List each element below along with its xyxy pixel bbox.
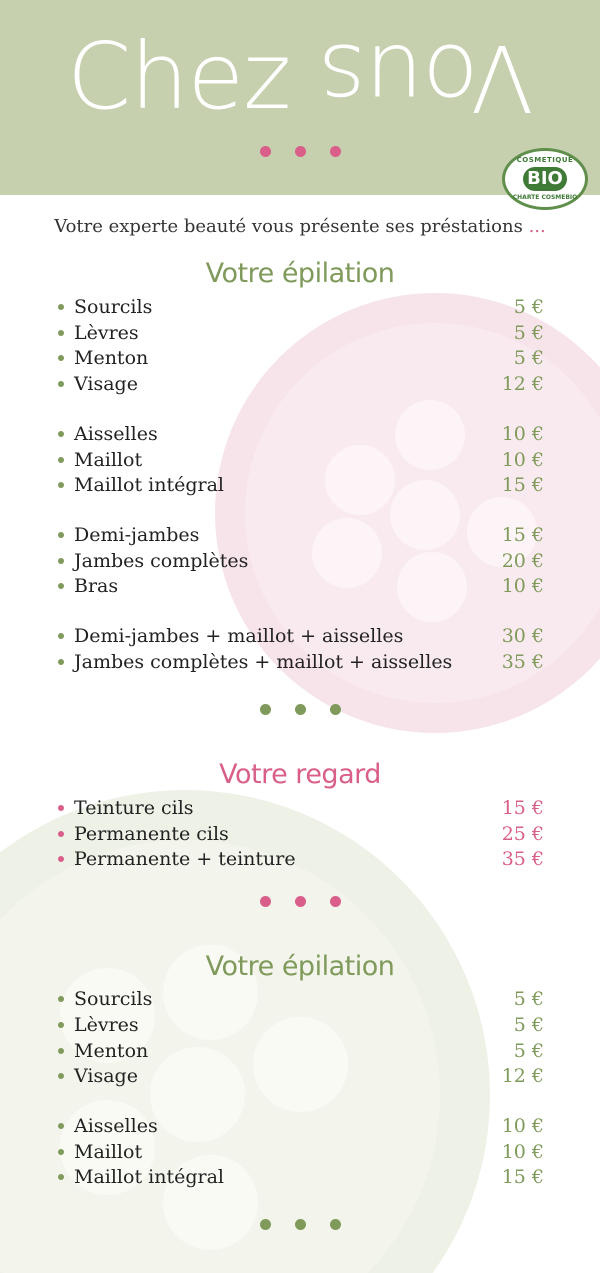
service-price: 15 € bbox=[501, 797, 544, 819]
service-price: 10 € bbox=[501, 1115, 544, 1137]
service-label: Bras bbox=[74, 575, 119, 597]
price-row bbox=[58, 573, 544, 599]
service-price: 35 € bbox=[501, 848, 544, 870]
dot-icon bbox=[295, 146, 306, 157]
price-row bbox=[58, 447, 544, 473]
cosmebio-badge bbox=[502, 148, 588, 210]
service-price: 35 € bbox=[501, 651, 544, 673]
intro-line bbox=[0, 216, 600, 237]
service-label: Teinture cils bbox=[74, 797, 194, 819]
price-row bbox=[58, 548, 544, 574]
service-price: 5 € bbox=[513, 1040, 544, 1062]
service-label: Maillot bbox=[74, 449, 143, 471]
bullet-icon bbox=[58, 1073, 64, 1079]
service-label: Menton bbox=[74, 1040, 149, 1062]
brand-title-flipped: Vous bbox=[318, 24, 534, 131]
bullet-icon bbox=[58, 330, 64, 336]
bullet-icon bbox=[58, 355, 64, 361]
service-label: Demi-jambes bbox=[74, 524, 200, 546]
service-label: Sourcils bbox=[74, 296, 153, 318]
section-dots-divider bbox=[0, 1219, 600, 1231]
bullet-icon bbox=[58, 457, 64, 463]
service-label: Lèvres bbox=[74, 322, 139, 344]
badge-top-text: COSMETIQUE bbox=[516, 156, 574, 164]
service-price: 5 € bbox=[513, 988, 544, 1010]
service-price: 10 € bbox=[501, 449, 544, 471]
dot-icon bbox=[260, 146, 271, 157]
price-row bbox=[58, 986, 544, 1012]
bullet-icon bbox=[58, 304, 64, 310]
price-row bbox=[58, 294, 544, 320]
bullet-icon bbox=[58, 1149, 64, 1155]
intro-ellipsis: ... bbox=[528, 216, 546, 237]
service-label: Jambes complètes + maillot + aisselles bbox=[74, 651, 453, 673]
bullet-icon bbox=[58, 1174, 64, 1180]
price-row bbox=[58, 371, 544, 397]
service-label: Maillot bbox=[74, 1141, 143, 1163]
section-dots-divider bbox=[0, 896, 600, 908]
dot-icon bbox=[260, 896, 271, 907]
dot-icon bbox=[330, 1219, 341, 1230]
bullet-icon bbox=[58, 583, 64, 589]
price-row bbox=[58, 821, 544, 847]
service-label: Permanente + teinture bbox=[74, 848, 296, 870]
service-label: Jambes complètes bbox=[74, 550, 249, 572]
price-row bbox=[58, 421, 544, 447]
dot-icon bbox=[295, 704, 306, 715]
service-price: 20 € bbox=[501, 550, 544, 572]
dot-icon bbox=[295, 896, 306, 907]
price-row bbox=[58, 1139, 544, 1165]
service-price: 15 € bbox=[501, 474, 544, 496]
dot-icon bbox=[295, 1219, 306, 1230]
service-price: 5 € bbox=[513, 296, 544, 318]
bullet-icon bbox=[58, 558, 64, 564]
bullet-icon bbox=[58, 805, 64, 811]
dot-icon bbox=[260, 704, 271, 715]
price-row bbox=[58, 1113, 544, 1139]
service-price: 15 € bbox=[501, 524, 544, 546]
service-price: 5 € bbox=[513, 347, 544, 369]
dot-icon bbox=[260, 1219, 271, 1230]
intro-text: Votre experte beauté vous présente ses préstations bbox=[54, 216, 523, 237]
service-price: 12 € bbox=[501, 373, 544, 395]
service-label: Maillot intégral bbox=[74, 1166, 224, 1188]
price-row bbox=[58, 1063, 544, 1089]
price-row bbox=[58, 1012, 544, 1038]
bullet-icon bbox=[58, 856, 64, 862]
service-price: 5 € bbox=[513, 322, 544, 344]
price-row bbox=[58, 795, 544, 821]
service-label: Menton bbox=[74, 347, 149, 369]
brand-title bbox=[0, 22, 600, 132]
service-price: 10 € bbox=[501, 575, 544, 597]
service-price: 10 € bbox=[501, 423, 544, 445]
bullet-icon bbox=[58, 482, 64, 488]
service-label: Maillot intégral bbox=[74, 474, 224, 496]
service-price: 5 € bbox=[513, 1014, 544, 1036]
price-row bbox=[58, 649, 544, 675]
dot-icon bbox=[330, 896, 341, 907]
dot-icon bbox=[330, 704, 341, 715]
price-row bbox=[58, 846, 544, 872]
price-row bbox=[58, 1038, 544, 1064]
service-label: Aisselles bbox=[74, 423, 158, 445]
service-label: Visage bbox=[74, 373, 138, 395]
price-row bbox=[58, 623, 544, 649]
section-title-epilation: Votre épilation bbox=[205, 258, 395, 289]
dot-icon bbox=[330, 146, 341, 157]
bullet-icon bbox=[58, 532, 64, 538]
bullet-icon bbox=[58, 633, 64, 639]
service-label: Visage bbox=[74, 1065, 138, 1087]
bullet-icon bbox=[58, 1022, 64, 1028]
service-price: 25 € bbox=[501, 823, 544, 845]
bullet-icon bbox=[58, 831, 64, 837]
service-label: Demi-jambes + maillot + aisselles bbox=[74, 625, 404, 647]
service-label: Permanente cils bbox=[74, 823, 229, 845]
service-price: 15 € bbox=[501, 1166, 544, 1188]
section-title-regard: Votre regard bbox=[219, 759, 381, 790]
service-price: 12 € bbox=[501, 1065, 544, 1087]
bullet-icon bbox=[58, 996, 64, 1002]
bullet-icon bbox=[58, 381, 64, 387]
service-label: Lèvres bbox=[74, 1014, 139, 1036]
bullet-icon bbox=[58, 1048, 64, 1054]
section-title-epilation-2: Votre épilation bbox=[205, 951, 395, 982]
bullet-icon bbox=[58, 659, 64, 665]
bullet-icon bbox=[58, 1123, 64, 1129]
badge-word: BIO bbox=[523, 167, 567, 191]
badge-bottom-text: CHARTE COSMEBIO bbox=[512, 194, 578, 201]
price-row bbox=[58, 472, 544, 498]
brand-title-left: Chez bbox=[66, 23, 291, 130]
service-price: 30 € bbox=[501, 625, 544, 647]
price-row bbox=[58, 1164, 544, 1190]
price-row bbox=[58, 345, 544, 371]
service-price: 10 € bbox=[501, 1141, 544, 1163]
service-label: Aisselles bbox=[74, 1115, 158, 1137]
service-label: Sourcils bbox=[74, 988, 153, 1010]
price-row bbox=[58, 522, 544, 548]
price-row bbox=[58, 320, 544, 346]
section-dots-divider bbox=[0, 704, 600, 716]
bullet-icon bbox=[58, 431, 64, 437]
